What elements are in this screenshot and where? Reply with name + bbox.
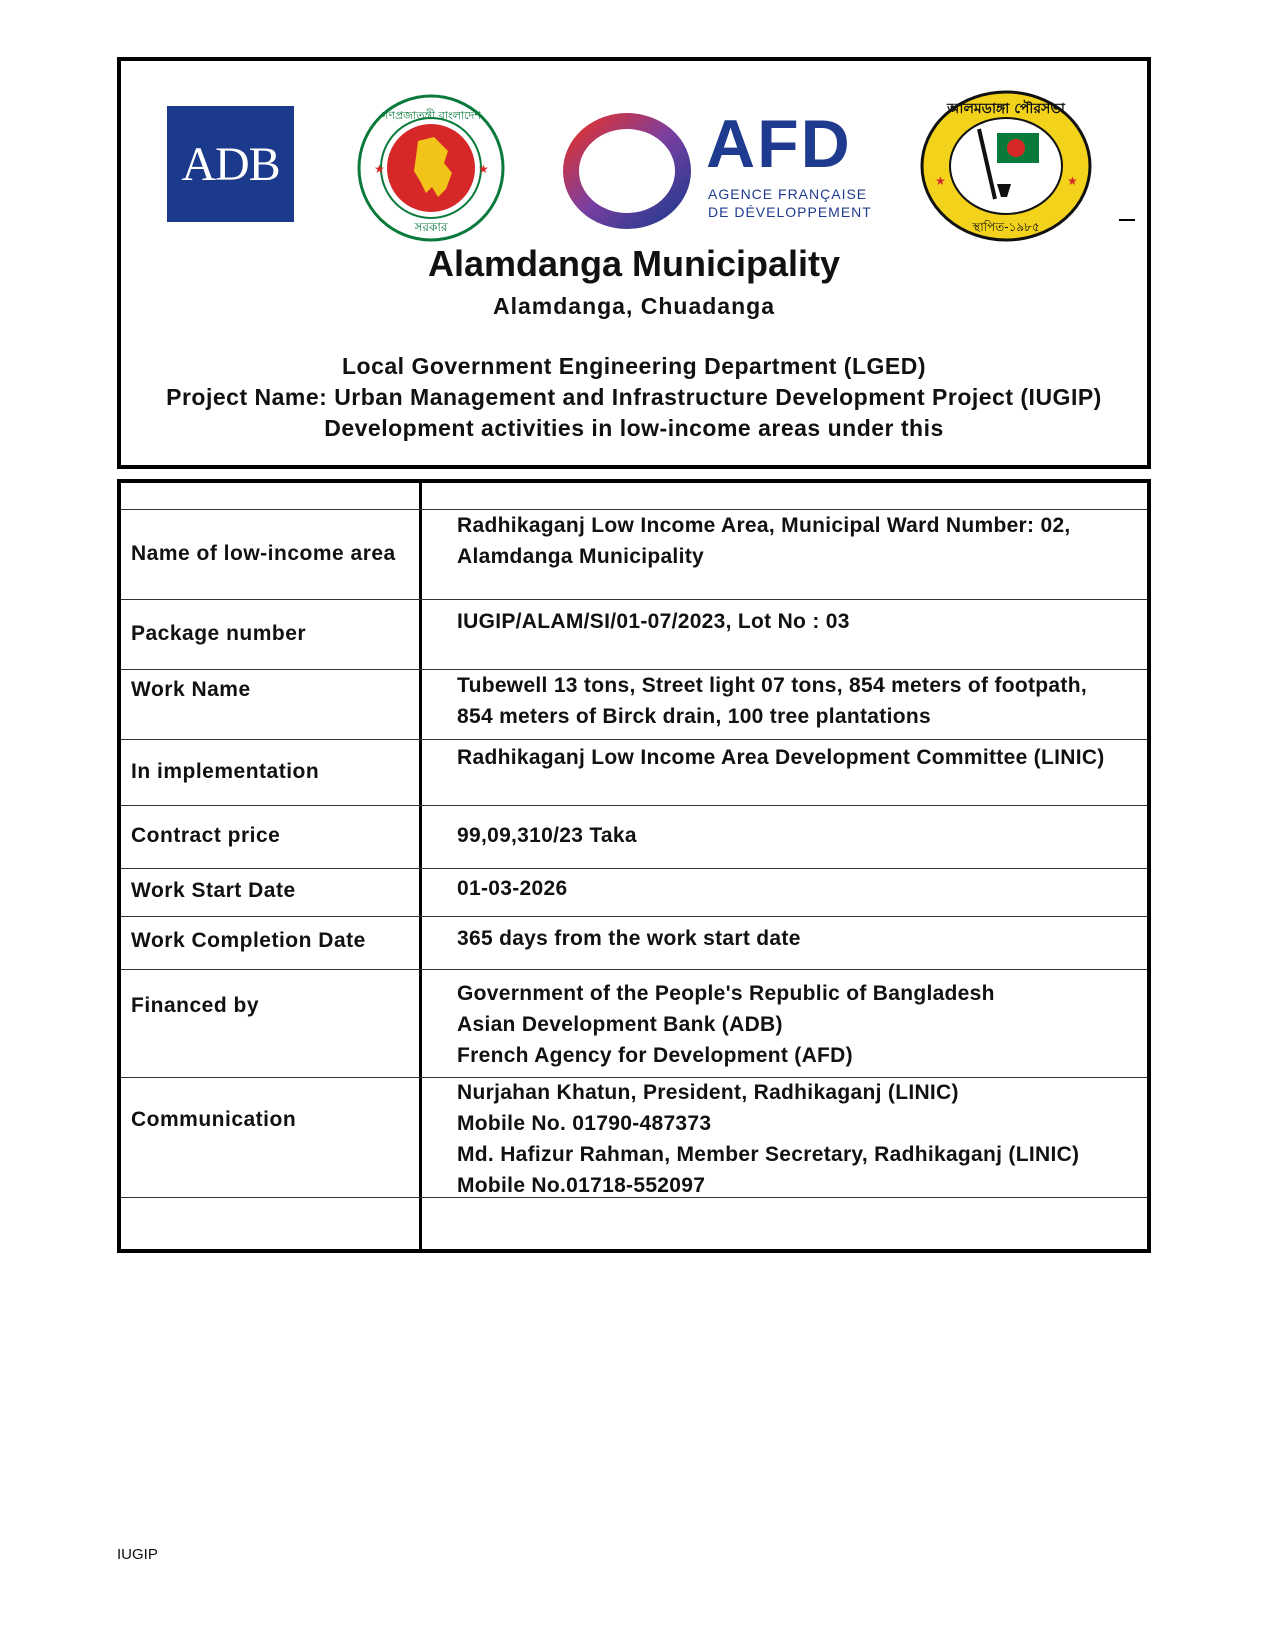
svg-text:গণপ্রজাতন্ত্রী বাংলাদেশ: গণপ্রজাতন্ত্রী বাংলাদেশ: [381, 109, 481, 122]
row-label: Work Completion Date: [131, 929, 366, 952]
row-value: 99,09,310/23 Taka: [457, 824, 637, 847]
row-label: Work Start Date: [131, 879, 296, 902]
row-label: Package number: [131, 622, 307, 645]
table-row: [121, 669, 1147, 740]
table-row: [121, 868, 1147, 917]
table-row: [121, 916, 1147, 970]
row-label: Communication: [131, 1108, 297, 1131]
municipality-title: Alamdanga Municipality: [427, 243, 841, 284]
table-row: [121, 739, 1147, 806]
pourashava-seal: [919, 89, 1094, 244]
afd-line2: DE DÉVELOPPEMENT: [708, 204, 872, 220]
afd-logo: [561, 106, 891, 236]
row-value: Radhikaganj Low Income Area, Municipal Ward Number: 02, Alamdanga Municipality: [457, 514, 1071, 568]
adb-logo: ADB: [167, 106, 294, 222]
svg-text:★: ★: [1067, 174, 1078, 188]
project-name: Project Name: Urban Management and Infrastructure Development Project (IUGIP): [166, 384, 1102, 410]
table-row: [121, 969, 1147, 1078]
footer-label: IUGIP: [117, 1546, 158, 1563]
svg-text:★: ★: [374, 162, 385, 176]
table-row-empty: [121, 1197, 1147, 1250]
row-value: Nurjahan Khatun, President, Radhikaganj (LINIC) Mobile No. 01790-487373 Md. Hafizur Rahman, Member Secretary, Radhikaganj (LINIC) Mobile No.01718-552097: [457, 1081, 1080, 1197]
activity-description: Development activities in low-income areas under this: [324, 415, 944, 441]
row-label: Financed by: [131, 994, 260, 1017]
table-row: [121, 509, 1147, 600]
bangladesh-govt-seal: [356, 93, 506, 243]
afd-ring-icon: [561, 106, 701, 236]
row-value: Tubewell 13 tons, Street light 07 tons, 854 meters of footpath, 854 meters of Birck drain, 100 tree plantations: [457, 674, 1087, 728]
svg-text:★: ★: [478, 162, 489, 176]
row-value: Government of the People's Republic of Bangladesh Asian Development Bank (ADB) French Agency for Development (AFD): [457, 982, 995, 1067]
table-row: [121, 1077, 1147, 1198]
table-row: [121, 805, 1147, 869]
svg-text:স্থাপিত-১৯৮৫: স্থাপিত-১৯৮৫: [972, 220, 1040, 234]
afd-name: AFD: [706, 106, 852, 182]
header-box: [117, 57, 1151, 469]
row-value: 01-03-2026: [457, 877, 568, 900]
afd-line1: AGENCE FRANÇAISE: [708, 186, 868, 202]
logo-strip: [161, 81, 1121, 234]
municipality-location: Alamdanga, Chuadanga: [493, 293, 775, 319]
row-label: Work Name: [131, 678, 251, 701]
table-row: [121, 599, 1147, 670]
svg-text:★: ★: [935, 174, 946, 188]
row-label: Contract price: [131, 824, 281, 847]
project-info-table: [117, 479, 1151, 1253]
row-value: 365 days from the work start date: [457, 927, 801, 950]
row-value: IUGIP/ALAM/SI/01-07/2023, Lot No : 03: [457, 610, 850, 633]
department-name: Local Government Engineering Department (LGED): [341, 353, 927, 379]
row-label: Name of low-income area: [131, 542, 396, 565]
svg-text:সরকার: সরকার: [414, 220, 448, 234]
svg-text:আলমডাঙ্গা পৌরসভা: আলমডাঙ্গা পৌরসভা: [947, 101, 1065, 117]
row-label: In implementation: [131, 760, 320, 783]
decorative-dash: [1119, 219, 1135, 221]
row-value: Radhikaganj Low Income Area Development Committee (LINIC): [457, 746, 1105, 769]
